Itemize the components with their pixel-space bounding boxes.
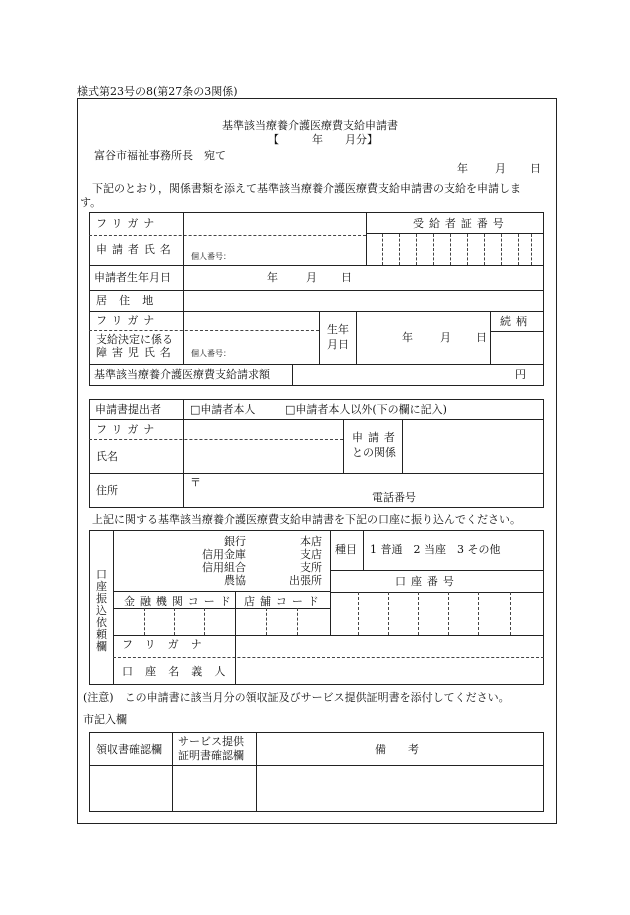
- branch-type-head: 本店: [300, 535, 322, 548]
- inst-type-nokyo: 農協: [224, 574, 246, 587]
- subtitle-month: 月分】: [345, 133, 378, 146]
- option-other-checkbox[interactable]: □申請者本人以外(下の欄に記入): [285, 403, 447, 416]
- child-birth-label-line2: 月日: [327, 338, 349, 351]
- personal-number-label: 個人番号：: [191, 252, 231, 261]
- addressee: 富谷市福祉事務所長 宛て: [94, 149, 226, 162]
- subtitle-open: 【: [268, 133, 279, 146]
- bank-code-label: 金融機関コード: [124, 595, 236, 608]
- service-check-label: サービス提供: [178, 735, 244, 748]
- child-day-label: 日: [476, 331, 487, 344]
- residence-label: 居住地: [96, 294, 166, 307]
- intro-text-cont: す。: [80, 196, 102, 209]
- inst-type-kumiai: 信用組合: [202, 561, 246, 574]
- account-type-label: 種目: [335, 543, 357, 556]
- remarks-label: 備 考: [375, 743, 419, 756]
- inst-type-bank: 銀行: [224, 535, 246, 548]
- branch-type-office: 出張所: [289, 574, 322, 587]
- birthdate-label: 申請者生年月日: [94, 271, 171, 284]
- postal-mark: 〒: [190, 476, 201, 489]
- bank-instruction: 上記に関する基準該当療養介護医療費支給申請書を下記の口座に振り込んでください。: [92, 513, 521, 526]
- submitter-name-label: 氏名: [96, 450, 118, 463]
- attachment-note: (注意) この申請書に該当月分の領収証及びサービス提供証明書を添付してください。: [83, 691, 510, 704]
- relation-label-line2: との関係: [352, 446, 396, 459]
- date-year-label: 年: [457, 162, 468, 175]
- service-check-label-line2: 証明書確認欄: [178, 749, 244, 762]
- address-label: 住所: [96, 484, 118, 497]
- certificate-number-label: 受給者証番号: [413, 217, 509, 230]
- birth-month-label: 月: [306, 271, 317, 284]
- holder-furigana-label: フリガナ: [122, 638, 214, 651]
- child-name-label: 支給決定に係る: [96, 333, 173, 346]
- child-year-label: 年: [402, 331, 413, 344]
- phone-label: 電話番号: [372, 491, 416, 504]
- branch-type-sub: 支所: [300, 561, 322, 574]
- submitter-label: 申請書提出者: [95, 403, 161, 416]
- birth-year-label: 年: [267, 271, 278, 284]
- branch-code-label: 店舗コード: [244, 595, 324, 608]
- option-self-checkbox[interactable]: □申請者本人: [190, 403, 256, 416]
- intro-text: 下記のとおり，関係書類を添えて基準該当療養介護医療費支給申請書の支給を申請しま: [92, 182, 521, 195]
- applicant-name-label: 申請者氏名: [96, 243, 176, 256]
- applicant-furigana-label: フリガナ: [96, 217, 160, 230]
- bank-side-label: 口座振込依頼欄: [96, 568, 107, 653]
- claim-amount-label: 基準該当療養介護医療費支給請求額: [94, 368, 270, 381]
- child-birth-label: 生年: [327, 323, 349, 336]
- child-personal-number-label: 個人番号：: [191, 349, 231, 358]
- inst-type-shinkin: 信用金庫: [202, 548, 246, 561]
- child-name-label-line2: 障害児氏名: [96, 346, 176, 359]
- date-day-label: 日: [530, 162, 541, 175]
- account-number-label: 口座番号: [395, 575, 459, 588]
- child-month-label: 月: [440, 331, 451, 344]
- account-holder-label: 口座名義人: [122, 665, 238, 678]
- office-use-label: 市記入欄: [83, 713, 127, 726]
- receipt-check-label: 領収書確認欄: [96, 743, 162, 756]
- account-type-options: 1 普通 2 当座 3 その他: [370, 543, 501, 556]
- relationship-label: 続柄: [500, 315, 532, 328]
- form-number: 様式第23号の8(第27条の3関係): [77, 85, 238, 98]
- submitter-furigana-label: フリガナ: [96, 423, 160, 436]
- date-month-label: 月: [495, 162, 506, 175]
- form-title: 基準該当療養介護医療費支給申請書: [222, 119, 398, 132]
- yen-label: 円: [515, 368, 526, 381]
- child-furigana-label: フリガナ: [96, 314, 160, 327]
- birth-day-label: 日: [341, 271, 352, 284]
- relation-label: 申請者: [352, 431, 400, 444]
- branch-type-branch: 支店: [300, 548, 322, 561]
- subtitle-year: 年: [312, 133, 323, 146]
